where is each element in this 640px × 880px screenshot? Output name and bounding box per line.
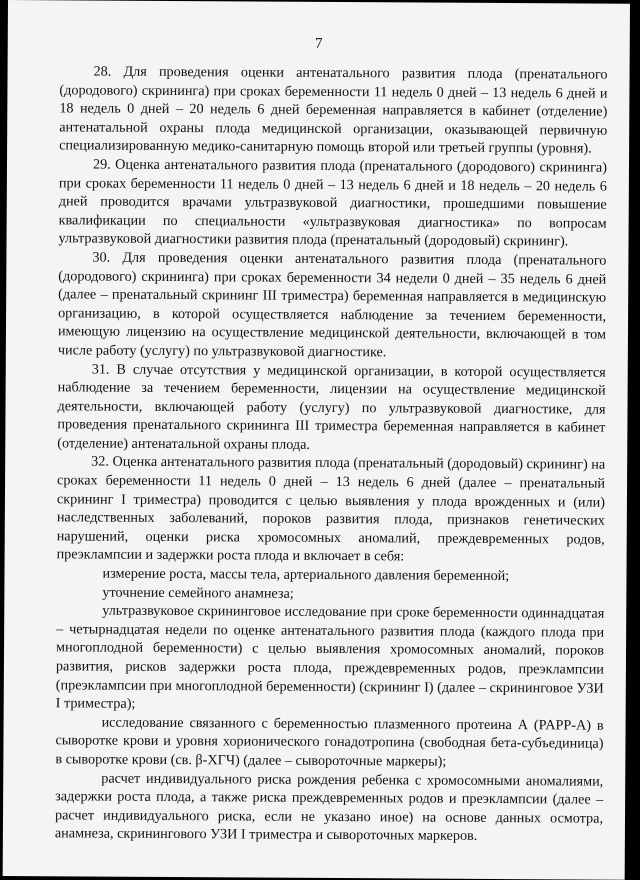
list-item-paragraph: уточнение семейного анамнеза; [102, 584, 294, 602]
document-body [55, 62, 608, 846]
numbered-paragraph: 28. Для проведения оценки антенатального развития плода (пренатального (дородового) скрининга) при сроках беременности 11 недель 0 дней – 13 недель 6 дней и 18 недель 0 дней – 20 недель 6 дней беременная направляется в кабинет (отделение) антенатальной охраны плода медицинской организации, оказывающей первичную специализированную медико-санитарную помощь второй или третьей группы (уровня). [59, 63, 608, 157]
list-item-paragraph: измерение роста, массы тела, артериального давления беременной; [102, 565, 510, 585]
page-number: 7 [314, 35, 323, 52]
list-item-paragraph: исследование связанного с беременностью плазменного протеина А (PAPP-A) в сыворотке крови и уровня хорионического гонадотропина (свободная бета-субъединица) в сыворотке крови (св. β-ХГЧ) (далее – сывороточные маркеры); [55, 714, 604, 770]
numbered-paragraph: 31. В случае отсутствия у медицинской организации, в которой осуществляется наблюдение за течением беременности, лицензии на осуществление медицинской деятельности, включающей работу (услугу) по ультразвуковой диагностике, для проведения пренатального скрининга III триместра беременная направляется в кабинет (отделение) антенатальной охраны плода. [57, 361, 606, 453]
list-item-paragraph: ультразвуковое скрининговое исследование при сроке беременности одиннадцатая – четырнадцатая недели по оценке антенатального развития плода (каждого плода при многоплодной беременности) с целью выявления хромосомных аномалий, пороков развития, рисков задержки роста плода, преждевременных родов, преэклампсии (преэклампсии при многоплодной беременности) (скрининг I) (далее – скрининговое УЗИ I триместра); [55, 602, 605, 712]
numbered-paragraph: 29. Оценка антенатального развития плода (пренатального (дородового) скрининга) при сроках беременности 11 недель 0 дней – 13 недель 6 дней и 18 недель – 20 недель 6 дней проводится врачами ультразвуковой диагностики, прошедшими повышение квалификации по специальности «ультразвуковая диагностика» по вопросам ультразвуковой диагностики развития плода (пренатальный (дородовый) скрининг). [58, 156, 608, 250]
list-item-paragraph: расчет индивидуального риска рождения ребенка с хромосомными аномалиями, задержки роста плода, а также риска преждевременных родов и преэклампсии (далее – расчет индивидуального риска, если не указано иное) на основе данных осмотра, анамнеза, скринингового УЗИ I триместра и сывороточных маркеров. [54, 770, 604, 845]
numbered-paragraph: 30. Для проведения оценки антенатального развития плода (пренатального (дородового) скрининга) при сроках беременности 34 недели 0 дней – 35 недель 6 дней (далее – пренатальный скрининг III триместра) беременная направляется в медицинскую организацию, в которой осуществляется наблюдение за течением беременности, имеющую лицензию на осуществление медицинской деятельности, включающей в том числе работу (услугу) по ультразвуковой диагностике. [57, 249, 607, 361]
numbered-paragraph: 32. Оценка антенатального развития плода (пренатальный (дородовый) скрининг) на сроках беременности 11 недель 0 дней – 13 недель 6 дней (далее – пренатальный скрининг I триместра) проводится с целью выявления у плода врожденных и (или) наследственных заболеваний, пороков развития плода, признаков генетических нарушений, оценки риска хромосомных аномалий, преждевременных родов, преэклампсии и задержки роста плода и включает в себя: [56, 453, 606, 565]
document-page [3, 0, 630, 880]
